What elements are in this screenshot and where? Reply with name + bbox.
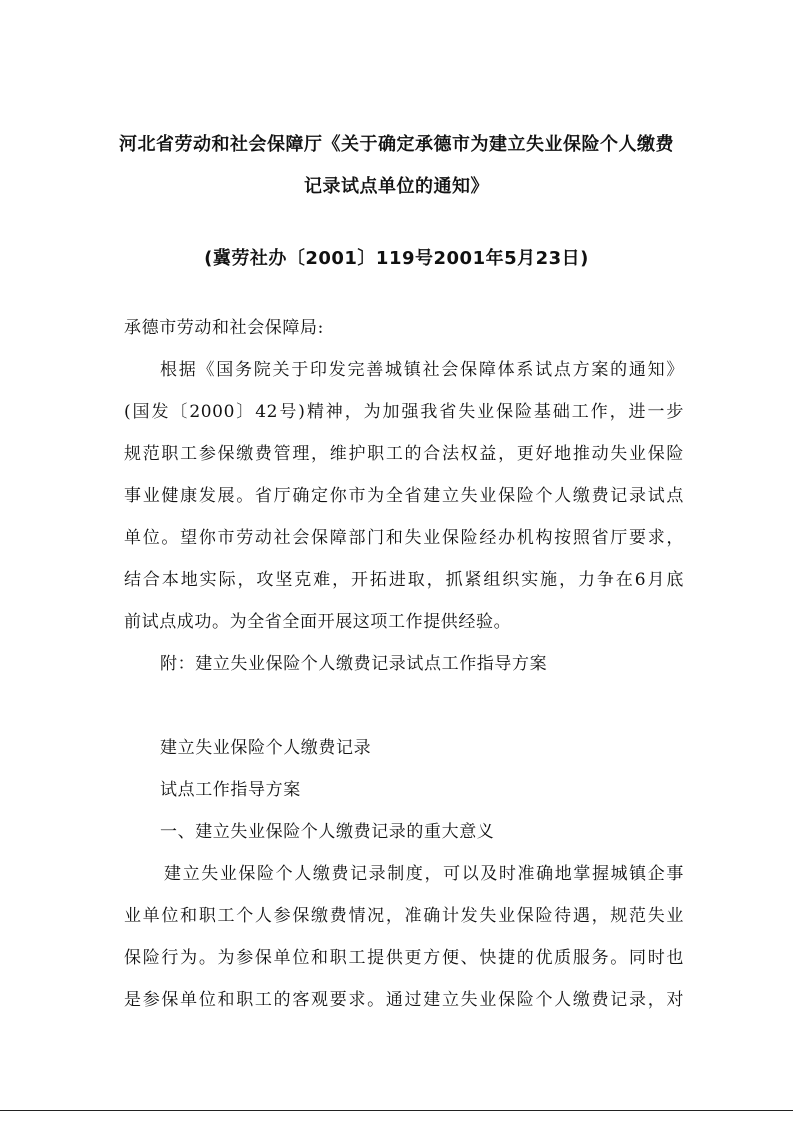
section-body-line: 是参保单位和职工的客观要求。通过建立失业保险个人缴费记录，对 — [124, 990, 684, 1010]
plan-title-line-1: 建立失业保险个人缴费记录 — [160, 738, 372, 758]
body-line: 前试点成功。为全省全面开展这项工作提供经验。 — [124, 612, 512, 632]
section-body-line: 建立失业保险个人缴费记录制度，可以及时准确地掌握城镇企事 — [164, 864, 684, 884]
document-title-line-2: 记录试点单位的通知》 — [304, 176, 489, 197]
attachment-note: 附：建立失业保险个人缴费记录试点工作指导方案 — [160, 654, 548, 674]
section-heading: 一、建立失业保险个人缴费记录的重大意义 — [160, 822, 495, 842]
document-number: (冀劳社办〔2001〕119号2001年5月23日) — [204, 248, 589, 269]
body-line: 规范职工参保缴费管理，维护职工的合法权益，更好地推动失业保险 — [124, 444, 684, 464]
document-title-line-1: 河北省劳动和社会保障厅《关于确定承德市为建立失业保险个人缴费 — [119, 134, 674, 155]
section-body-line: 业单位和职工个人参保缴费情况，准确计发失业保险待遇，规范失业 — [124, 906, 684, 926]
body-line: 事业健康发展。省厅确定你市为全省建立失业保险个人缴费记录试点 — [124, 486, 684, 506]
plan-title-line-2: 试点工作指导方案 — [160, 780, 301, 800]
page-bottom-rule — [0, 1110, 793, 1111]
body-line: 单位。望你市劳动社会保障部门和失业保险经办机构按照省厅要求， — [124, 528, 684, 548]
addressee: 承德市劳动和社会保障局: — [124, 318, 324, 338]
section-body-line: 保险行为。为参保单位和职工提供更方便、快捷的优质服务。同时也 — [124, 948, 684, 968]
body-line: 根据《国务院关于印发完善城镇社会保障体系试点方案的通知》 — [160, 360, 684, 380]
body-line: (国发〔2000〕42号)精神，为加强我省失业保险基础工作，进一步 — [124, 402, 684, 422]
body-line: 结合本地实际，攻坚克难，开拓进取，抓紧组织实施，力争在6月底 — [124, 570, 684, 590]
